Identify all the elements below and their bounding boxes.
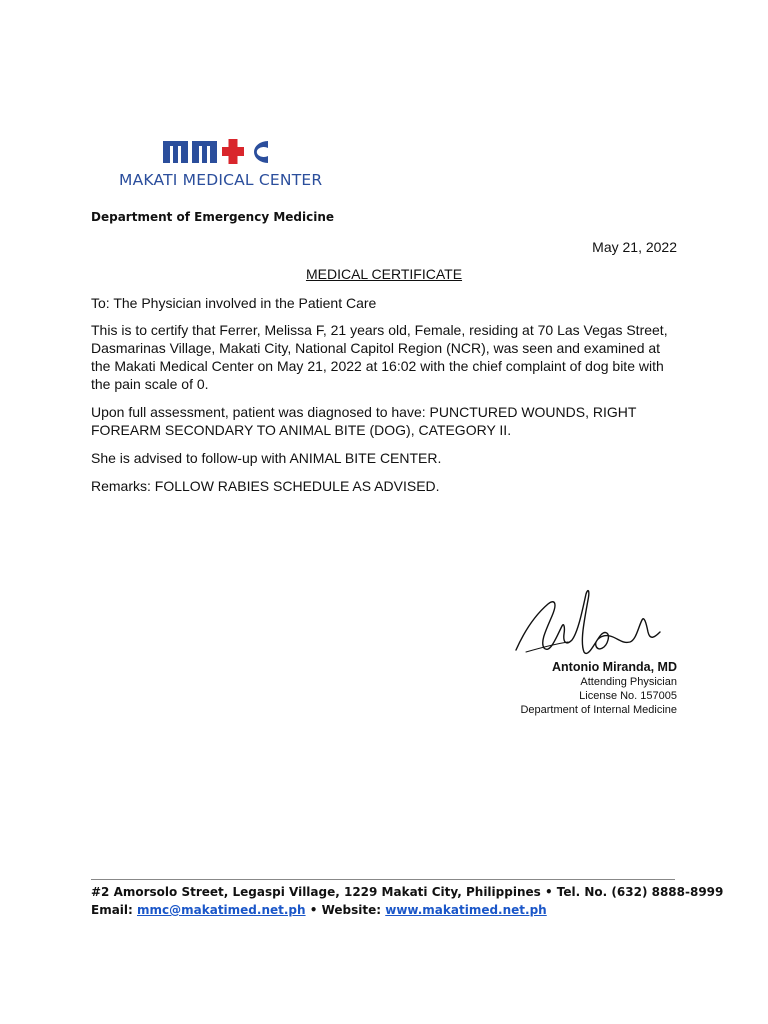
- follow-up-paragraph: She is advised to follow-up with ANIMAL BITE CENTER.: [91, 450, 442, 466]
- footer-contact: [91, 903, 547, 917]
- email-link[interactable]: mmc@makatimed.net.ph: [137, 903, 306, 917]
- diagnosis-paragraph: Upon full assessment, patient was diagnosed to have: PUNCTURED WOUNDS, RIGHT FOREARM SECONDARY TO ANIMAL BITE (DOG), CATEGORY II.: [91, 404, 637, 438]
- remarks-paragraph: Remarks: FOLLOW RABIES SCHEDULE AS ADVISED.: [91, 478, 440, 494]
- document-date: May 21, 2022: [592, 239, 677, 255]
- certification-paragraph: This is to certify that Ferrer, Melissa F, 21 years old, Female, residing at 70 Las Vegas Street, Dasmarinas Village, Makati City, National Capitol Region (NCR), was seen and examined at the Makati Medical Center on May 21, 2022 at 16:02 with the chief complaint of dog bite with the pain scale of 0.: [91, 322, 668, 392]
- physician-signature: [510, 582, 670, 662]
- logo-subtitle: MAKATI MEDICAL CENTER: [119, 171, 323, 189]
- recipient-line: To: The Physician involved in the Patient Care: [91, 295, 377, 311]
- footer-divider: [91, 879, 675, 880]
- document-title: MEDICAL CERTIFICATE: [305, 266, 463, 282]
- signatory-license: License No. 157005: [579, 690, 677, 702]
- email-label: Email:: [91, 903, 138, 917]
- signatory-name: Antonio Miranda, MD: [552, 660, 677, 674]
- footer-address: #2 Amorsolo Street, Legaspi Village, 1229 Makati City, Philippines • Tel. No. (632) 8888-8999: [91, 885, 724, 899]
- signatory-title: Attending Physician: [580, 676, 677, 688]
- signatory-department: Department of Internal Medicine: [520, 704, 677, 716]
- website-link[interactable]: www.makatimed.net.ph: [385, 903, 547, 917]
- website-label: • Website:: [305, 903, 386, 917]
- department-heading: Department of Emergency Medicine: [91, 210, 335, 224]
